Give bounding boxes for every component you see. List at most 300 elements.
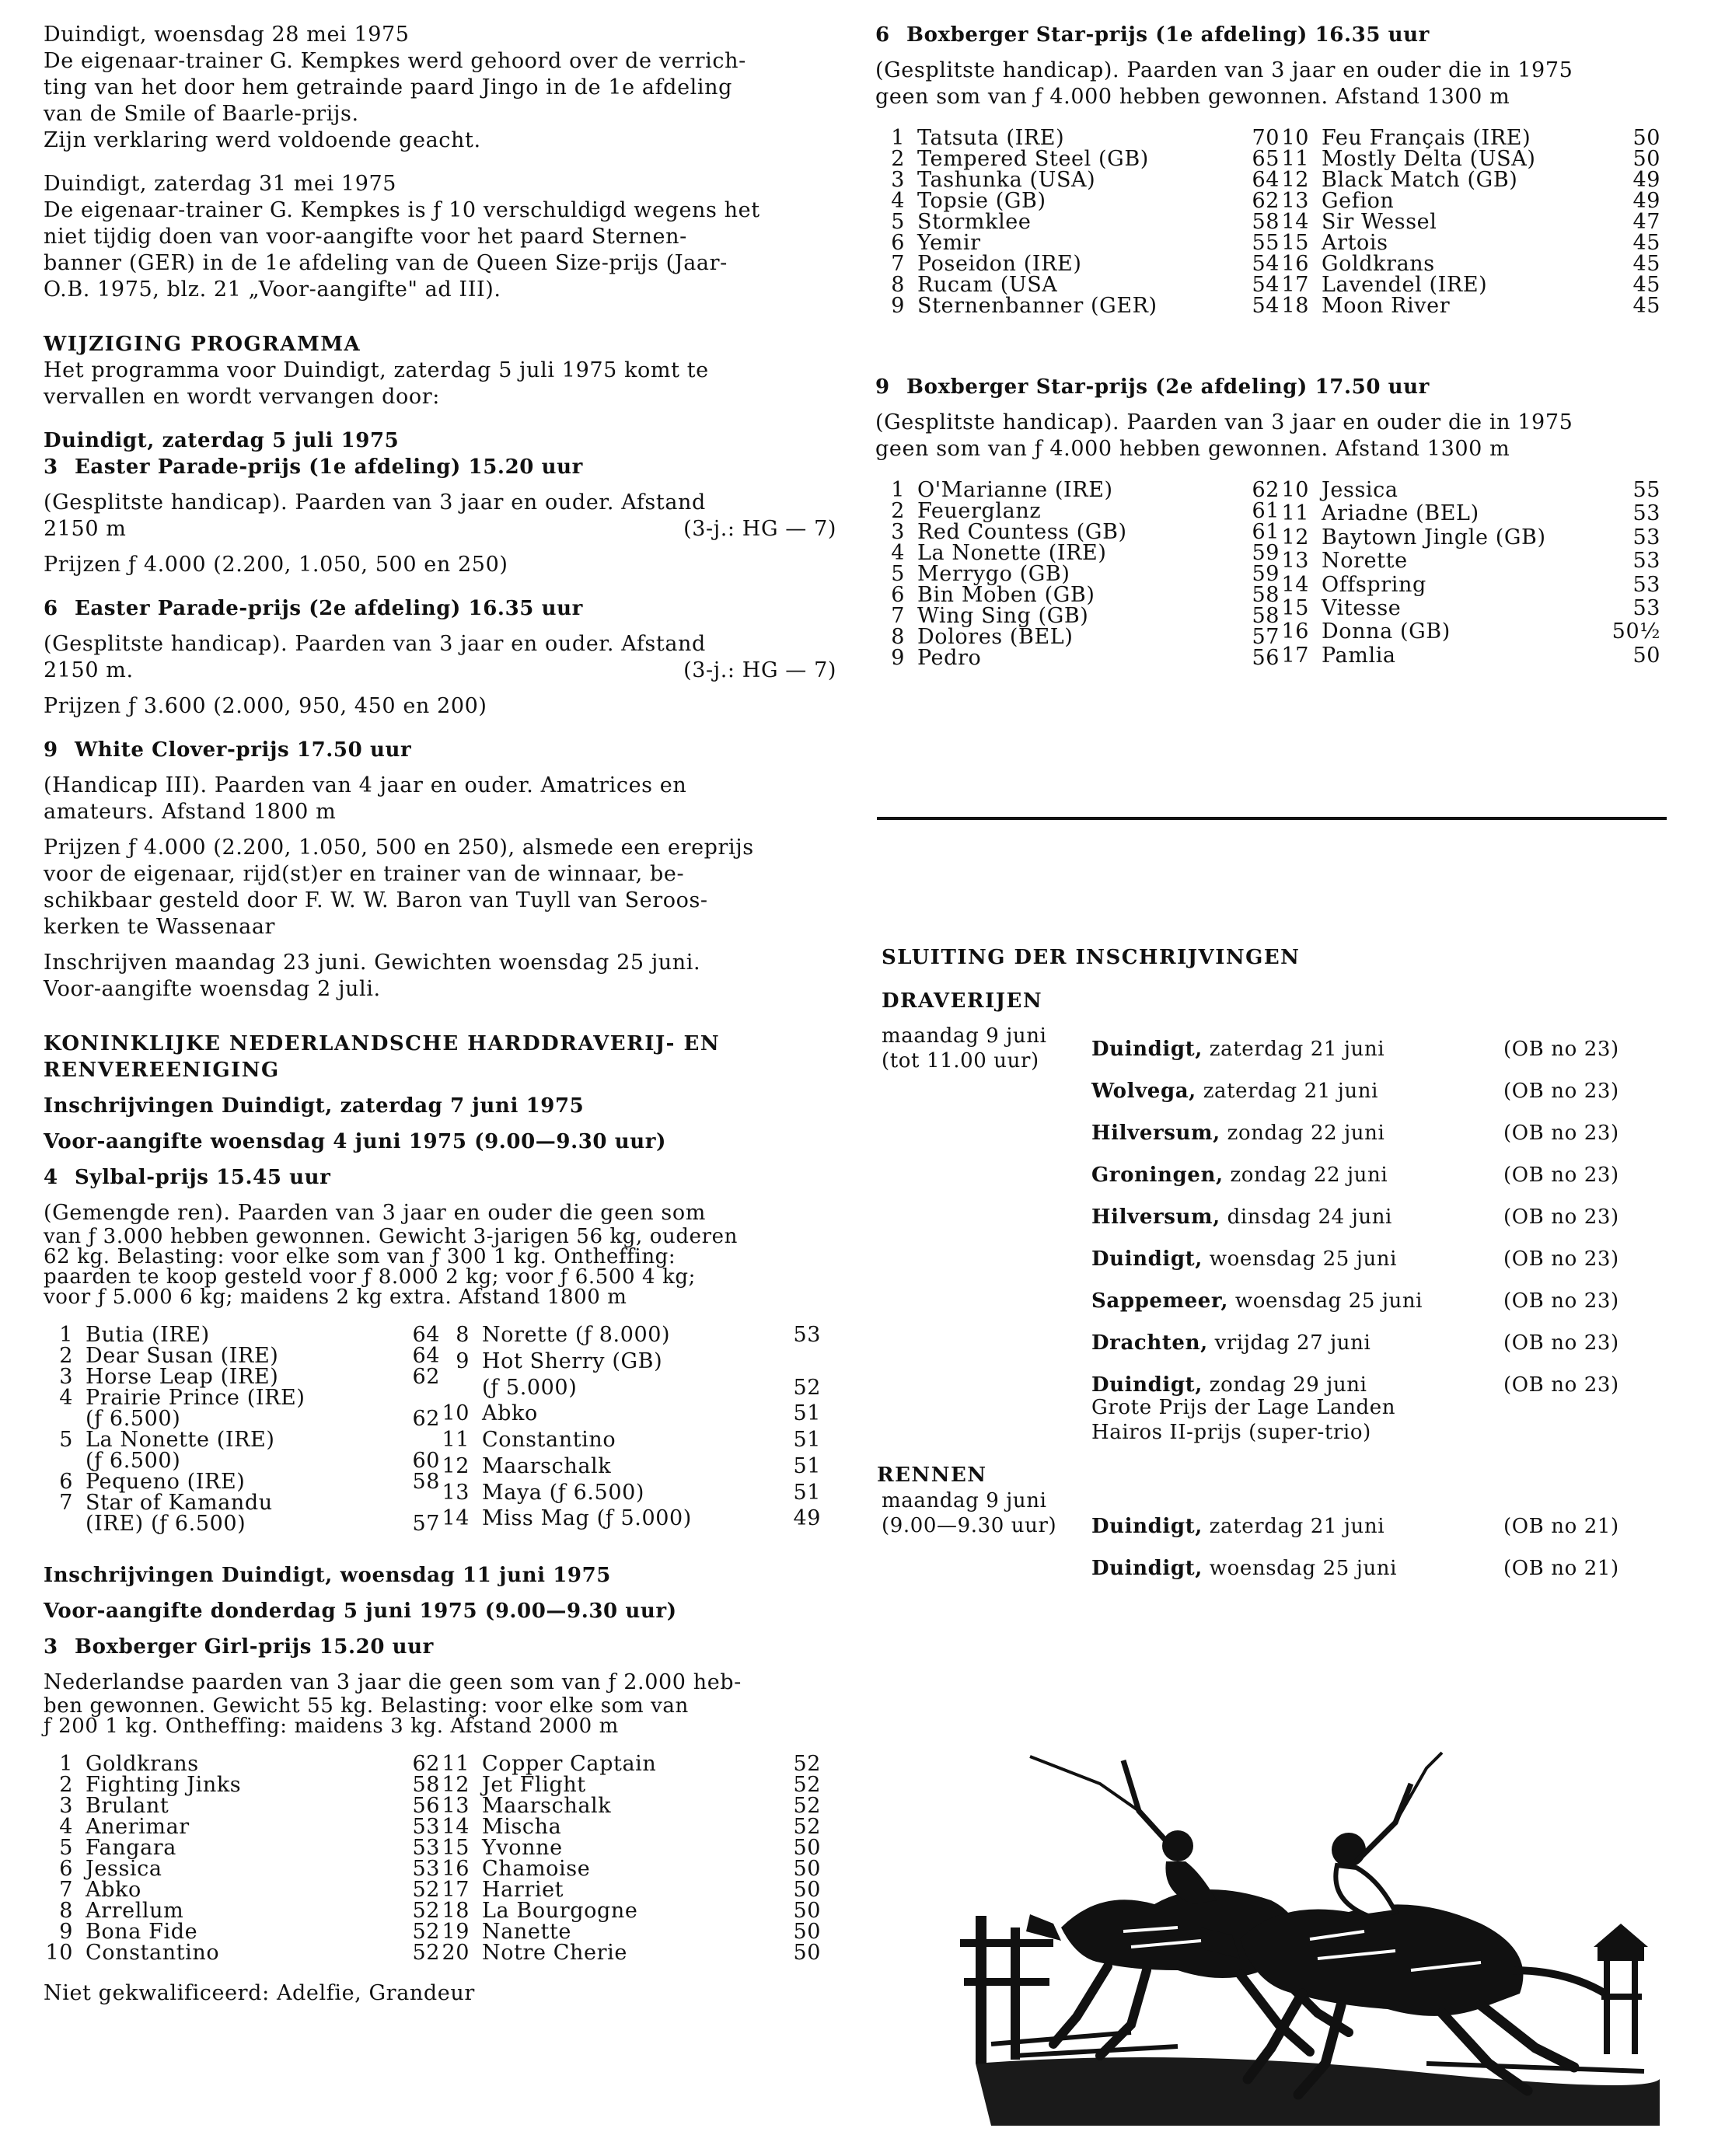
- meeting-day: zondag 22 juni: [1223, 1163, 1388, 1187]
- race-number: 3: [44, 1635, 58, 1659]
- entry-name: Black Match (GB): [1322, 168, 1518, 192]
- entry-name: Baytown Jingle (GB): [1322, 525, 1546, 549]
- spacer: [882, 1070, 1091, 1112]
- section-heading: RENVEREENIGING: [44, 1059, 280, 1082]
- entry-number: 3: [891, 520, 905, 544]
- race-title: Easter Parade-prijs (2e afdeling) 16.35 uur: [75, 597, 583, 620]
- entry-number: 10: [1281, 478, 1309, 502]
- race-distance: 2150 m.: [44, 658, 134, 682]
- entry-weight: 53: [1632, 572, 1660, 597]
- entry-number: 16: [442, 1857, 470, 1881]
- entry-number: 9: [891, 646, 905, 670]
- subheading: Duindigt, zaterdag 5 juli 1975: [44, 429, 400, 452]
- entry-number: [44, 1408, 86, 1429]
- entry-weight: 57: [1252, 625, 1280, 649]
- entry-number: 11: [442, 1428, 470, 1452]
- race-handicap: (3-j.: HG — 7): [683, 517, 836, 541]
- footnote: Niet gekwalificeerd: Adelfie, Grandeur: [44, 1981, 475, 2005]
- entry-name: Jet Flight: [482, 1773, 586, 1797]
- star1-entries-table: [875, 127, 1668, 316]
- spacer: [882, 1322, 1091, 1364]
- entry-name: Gefion: [1322, 189, 1395, 213]
- rennen-list: [882, 1488, 1667, 1589]
- entry-weight: 53: [1632, 549, 1660, 574]
- closing-row: [882, 1238, 1667, 1280]
- race-conditions: paarden te koop gesteld voor ƒ 8.000 2 kg; voor ƒ 6.500 4 kg;: [44, 1265, 696, 1289]
- meeting-day: zaterdag 21 juni: [1202, 1038, 1385, 1061]
- meeting-place: Sappemeer,: [1091, 1289, 1228, 1313]
- closing-row: [882, 1196, 1667, 1238]
- meeting-place: Duindigt,: [1091, 1247, 1203, 1271]
- entry-name: Goldkrans: [1322, 252, 1435, 276]
- entry-weight: 60: [412, 1449, 440, 1473]
- race-number: 9: [875, 375, 890, 399]
- race-white-clover: [44, 737, 836, 1003]
- ob-reference: (OB no 23): [1503, 1247, 1619, 1271]
- entry-number: 9: [456, 1348, 470, 1373]
- section-heading: WIJZIGING PROGRAMMA: [44, 333, 361, 356]
- spacer: [882, 1238, 1091, 1280]
- entry-name: Constantino: [86, 1941, 220, 1965]
- entry-name: La Nonette (IRE): [917, 541, 1107, 565]
- entry-weight: 52: [412, 1920, 440, 1944]
- entry-number: 6: [59, 1857, 73, 1881]
- entry-name: Abko: [482, 1401, 538, 1426]
- entry-number: 11: [442, 1752, 470, 1776]
- entry-name: Tashunka (USA): [917, 168, 1096, 192]
- entry-number: 12: [1281, 525, 1309, 549]
- entry-name: O'Marianne (IRE): [917, 478, 1113, 502]
- race-conditions: amateurs. Afstand 1800 m: [44, 800, 337, 824]
- deadline-date: maandag 9 juni: [882, 1024, 1047, 1048]
- entry-number: 7: [59, 1491, 73, 1515]
- entry-name: Sir Wessel: [1322, 210, 1437, 234]
- voor-aangifte-heading: Voor-aangifte woensdag 4 juni 1975 (9.00—9.30 uur): [44, 1130, 666, 1153]
- entry-weight: 52: [793, 1752, 821, 1776]
- draverijen-heading: DRAVERIJEN: [882, 989, 1043, 1013]
- race-title: Easter Parade-prijs (1e afdeling) 15.20 uur: [75, 455, 583, 479]
- race-conditions: voor ƒ 5.000 6 kg; maidens 2 kg extra. Afstand 1800 m: [44, 1286, 627, 1309]
- notice-line: De eigenaar-trainer G. Kempkes is ƒ 10 verschuldigd wegens het: [44, 198, 760, 222]
- race-number: 3: [44, 455, 58, 479]
- entry-name: Stormklee: [917, 210, 1032, 234]
- entry-name: Artois: [1322, 231, 1388, 255]
- closing-row: [882, 1547, 1667, 1589]
- race-conditions: (Gesplitste handicap). Paarden van 3 jaar en ouder die in 1975: [875, 58, 1573, 82]
- entry-weight: 58: [412, 1470, 440, 1494]
- entry-number: 15: [1281, 595, 1309, 620]
- sluiting-inschrijvingen: [877, 944, 1667, 1589]
- entry-number: 3: [59, 1365, 73, 1389]
- entry-name: Copper Captain: [482, 1752, 657, 1776]
- entry-name: Dear Susan (IRE): [86, 1344, 279, 1368]
- entry-name: Arrellum: [86, 1899, 184, 1923]
- spacer: [882, 1196, 1091, 1238]
- entry-number: 12: [1281, 168, 1309, 192]
- notice-line: O.B. 1975, blz. 21 „Voor-aangifte" ad III).: [44, 277, 501, 302]
- entry-number: 17: [1281, 273, 1309, 297]
- entry-number: 20: [442, 1941, 470, 1965]
- entry-weight: 49: [793, 1506, 821, 1531]
- entry-number: 5: [891, 562, 905, 586]
- entry-name: Anerimar: [86, 1815, 190, 1839]
- entry-number: 15: [1281, 231, 1309, 255]
- entry-name: Pedro: [917, 646, 982, 670]
- entry-name: (ƒ 5.000): [482, 1375, 578, 1400]
- meeting-place: Duindigt,: [1091, 1557, 1203, 1580]
- race-conditions: geen som van ƒ 4.000 hebben gewonnen. Afstand 1300 m: [875, 85, 1510, 109]
- entry-number: 8: [891, 625, 905, 649]
- entry-name: Topsie (GB): [917, 189, 1046, 213]
- section-heading: KONINKLIJKE NEDERLANDSCHE HARDDRAVERIJ- EN: [44, 1032, 721, 1055]
- meeting-place: Duindigt,: [1091, 1515, 1203, 1538]
- entry-name: Norette (ƒ 8.000): [482, 1323, 671, 1347]
- left-column: [44, 22, 836, 2007]
- entry-number: 6: [891, 231, 905, 255]
- entry-number: 7: [891, 252, 905, 276]
- meeting: [1091, 1028, 1503, 1070]
- girl-entries-table: [44, 1753, 836, 1963]
- entry-weight: 54: [1252, 252, 1280, 276]
- entry-name: Merrygo (GB): [917, 562, 1070, 586]
- entry-weight: 64: [412, 1344, 440, 1368]
- entry-weight: [386, 1429, 440, 1450]
- entry-weight: 62: [1252, 189, 1280, 213]
- race-star-2: [875, 374, 1668, 668]
- entry-weight: 51: [793, 1453, 821, 1478]
- spacer: [882, 1154, 1091, 1196]
- spacer: [882, 1547, 1091, 1589]
- entry-number: 7: [59, 1878, 73, 1902]
- entry-weight: 50: [793, 1878, 821, 1902]
- entry-weight: 52: [412, 1878, 440, 1902]
- entry-name: Feuerglanz: [917, 499, 1042, 523]
- entry-weight: 62: [1252, 478, 1280, 502]
- entry-name: Harriet: [482, 1878, 564, 1902]
- meeting: [1091, 1154, 1503, 1196]
- entry-weight: 58: [1252, 583, 1280, 607]
- entry-weight: 45: [1632, 231, 1660, 255]
- entry-number: 13: [442, 1794, 470, 1818]
- entry-weight: 58: [1252, 604, 1280, 628]
- entry-name: Rucam (USA: [917, 273, 1058, 297]
- notice-28-mei: [44, 22, 836, 154]
- entry-weight: 53: [412, 1857, 440, 1881]
- deadline-time: (9.00—9.30 uur): [882, 1514, 1057, 1537]
- meeting-place: Hilversum,: [1091, 1122, 1220, 1145]
- entry-name: Miss Mag (ƒ 5.000): [482, 1506, 692, 1531]
- entry-name: Butia (IRE): [86, 1323, 210, 1347]
- spacer: [882, 1280, 1091, 1322]
- notice-line: niet tijdig doen van voor-aangifte voor het paard Sternen-: [44, 225, 687, 249]
- notice-date: Duindigt, woensdag 28 mei 1975: [44, 23, 410, 47]
- star2-entries-table: [875, 480, 1668, 668]
- entry-number: 9: [59, 1920, 73, 1944]
- entry-number: 4: [59, 1386, 73, 1410]
- entry-name: Tatsuta (IRE): [917, 126, 1065, 150]
- entry-number: 8: [456, 1323, 470, 1347]
- meeting-day: zondag 29 juni: [1202, 1373, 1367, 1397]
- entry-weight: 52: [412, 1941, 440, 1965]
- entry-number: 6: [891, 583, 905, 607]
- entry-number: [44, 1513, 86, 1534]
- meeting: [1091, 1505, 1503, 1547]
- ob-reference: (OB no 23): [1503, 1122, 1619, 1145]
- entry-number: 4: [59, 1815, 73, 1839]
- meeting: [1091, 1238, 1503, 1280]
- extra-race-line: Grote Prijs der Lage Landen: [1091, 1396, 1396, 1419]
- entry-weight: 53: [412, 1815, 440, 1839]
- entry-name: Bin Moben (GB): [917, 583, 1095, 607]
- entry-name: Yemir: [917, 231, 981, 255]
- entry-name: Yvonne: [482, 1836, 563, 1860]
- entry-weight: 45: [1632, 294, 1660, 318]
- race-number: 9: [44, 738, 58, 762]
- entry-weight: 57: [412, 1512, 440, 1536]
- race-conditions: geen som van ƒ 4.000 hebben gewonnen. Afstand 1300 m: [875, 437, 1510, 461]
- entry-number: 10: [45, 1941, 73, 1965]
- entry-weight: 47: [1632, 210, 1660, 234]
- meeting-day: zondag 22 juni: [1220, 1122, 1385, 1145]
- entry-name: (ƒ 6.500): [86, 1407, 181, 1431]
- entry-name: Goldkrans: [86, 1752, 199, 1776]
- closing-row: [882, 1322, 1667, 1364]
- race-conditions: ben gewonnen. Gewicht 55 kg. Belasting: voor elke som van: [44, 1694, 689, 1718]
- paragraph-line: vervallen en wordt vervangen door:: [44, 385, 440, 409]
- knhrv-section: [44, 1031, 836, 2007]
- race-handicap: (3-j.: HG — 7): [683, 658, 836, 682]
- race-title: Boxberger Star-prijs (2e afdeling) 17.50 uur: [906, 375, 1430, 399]
- meeting: [1091, 1196, 1503, 1238]
- entry-name: La Bourgogne: [482, 1899, 638, 1923]
- notice-line: Zijn verklaring werd voldoende geacht.: [44, 128, 481, 152]
- race-number: 6: [44, 597, 58, 620]
- race-prize: Prijzen ƒ 4.000 (2.200, 1.050, 500 en 250), alsmede een ereprijs: [44, 836, 754, 860]
- race-entries: Voor-aangifte woensdag 2 juli.: [44, 977, 381, 1001]
- entry-name: (ƒ 6.500): [86, 1449, 181, 1473]
- entry-weight: 50: [793, 1857, 821, 1881]
- entry-weight: 52: [793, 1375, 821, 1400]
- meeting-day: dinsdag 24 juni: [1220, 1205, 1392, 1229]
- race-title: Boxberger Girl-prijs 15.20 uur: [75, 1635, 434, 1659]
- deadline-time: (tot 11.00 uur): [882, 1049, 1039, 1073]
- race-title: Sylbal-prijs 15.45 uur: [75, 1166, 331, 1189]
- inschrijvingen-heading: Inschrijvingen Duindigt, woensdag 11 juni 1975: [44, 1564, 611, 1587]
- race-prize: Prijzen ƒ 3.600 (2.000, 950, 450 en 200): [44, 694, 487, 718]
- entry-name: Dolores (BEL): [917, 625, 1074, 649]
- horse-racing-illustration: [945, 1737, 1675, 2126]
- right-column: [875, 22, 1668, 668]
- entry-weight: 58: [412, 1773, 440, 1797]
- entry-name: Lavendel (IRE): [1322, 273, 1488, 297]
- race-prize: kerken te Wassenaar: [44, 915, 276, 939]
- entry-name: Mostly Delta (USA): [1322, 147, 1536, 171]
- notice-line: banner (GER) in de 1e afdeling van de Queen Size-prijs (Jaar-: [44, 251, 728, 275]
- entry-weight: 59: [1252, 541, 1280, 565]
- entry-weight: 50: [793, 1920, 821, 1944]
- entry-weight: 52: [793, 1773, 821, 1797]
- closing-row: [882, 1280, 1667, 1322]
- entry-name: Chamoise: [482, 1857, 591, 1881]
- meeting-day: zaterdag 21 juni: [1196, 1080, 1379, 1103]
- entry-name: Pamlia: [1322, 643, 1396, 668]
- entry-weight: 56: [1252, 646, 1280, 670]
- entry-number: 17: [442, 1878, 470, 1902]
- race-easter-parade-1: [44, 454, 836, 578]
- entry-weight: [766, 1351, 821, 1377]
- entry-weight: 50: [1632, 126, 1660, 150]
- entry-weight: [386, 1492, 440, 1513]
- race-conditions: Nederlandse paarden van 3 jaar die geen som van ƒ 2.000 heb-: [44, 1670, 742, 1694]
- race-easter-parade-2: [44, 595, 836, 720]
- entry-name: Star of Kamandu: [86, 1491, 273, 1515]
- entry-name: Red Countess (GB): [917, 520, 1127, 544]
- meeting-day: woensdag 25 juni: [1202, 1247, 1398, 1271]
- entry-number: 8: [59, 1899, 73, 1923]
- meeting-day: vrijdag 27 juni: [1207, 1331, 1371, 1355]
- entry-weight: 55: [1632, 478, 1660, 502]
- inschrijvingen-heading: Inschrijvingen Duindigt, zaterdag 7 juni 1975: [44, 1094, 585, 1118]
- entry-number: 11: [1281, 501, 1309, 526]
- entry-weight: 58: [1252, 210, 1280, 234]
- entry-weight: 51: [793, 1428, 821, 1452]
- entry-number: 12: [442, 1453, 470, 1478]
- entry-weight: [386, 1387, 440, 1408]
- entry-weight: 65: [1252, 147, 1280, 171]
- entry-name: Constantino: [482, 1428, 616, 1452]
- entry-number: 10: [1281, 126, 1309, 150]
- voor-aangifte-heading: Voor-aangifte donderdag 5 juni 1975 (9.00—9.30 uur): [44, 1600, 677, 1623]
- entry-weight: 53: [793, 1323, 821, 1347]
- entry-weight: 64: [412, 1323, 440, 1347]
- entry-name: Norette: [1322, 549, 1408, 574]
- entry-number: 14: [1281, 210, 1309, 234]
- entry-name: Pequeno (IRE): [86, 1470, 246, 1494]
- entry-weight: 52: [412, 1899, 440, 1923]
- entry-number: 13: [1281, 189, 1309, 213]
- ob-reference: (OB no 23): [1503, 1038, 1619, 1061]
- entry-number: 8: [891, 273, 905, 297]
- meeting-day: woensdag 25 juni: [1202, 1557, 1398, 1580]
- entry-weight: 56: [412, 1794, 440, 1818]
- entry-weight: 54: [1252, 273, 1280, 297]
- entry-number: 17: [1281, 643, 1309, 668]
- entry-number: 18: [442, 1899, 470, 1923]
- entry-name: Hot Sherry (GB): [482, 1348, 663, 1373]
- entry-number: 2: [891, 147, 905, 171]
- entry-number: 2: [891, 499, 905, 523]
- entry-number: 3: [891, 168, 905, 192]
- race-conditions: (Handicap III). Paarden van 4 jaar en ouder. Amatrices en: [44, 773, 687, 797]
- entry-weight: 64: [1252, 168, 1280, 192]
- entry-number: 6: [59, 1470, 73, 1494]
- notice-date: Duindigt, zaterdag 31 mei 1975: [44, 172, 397, 196]
- race-number: 6: [875, 23, 890, 47]
- entry-number: 5: [891, 210, 905, 234]
- race-conditions: van ƒ 3.000 hebben gewonnen. Gewicht 3-jarigen 56 kg, ouderen: [44, 1225, 738, 1248]
- entry-weight: 70: [1252, 126, 1280, 150]
- notice-31-mei: [44, 171, 836, 303]
- race-conditions: (Gesplitste handicap). Paarden van 3 jaar en ouder. Afstand: [44, 632, 706, 656]
- entry-number: 18: [1281, 294, 1309, 318]
- divider-rule: [877, 817, 1667, 820]
- race-conditions: (Gemengde ren). Paarden van 3 jaar en ouder die geen som: [44, 1201, 706, 1225]
- race-prize: voor de eigenaar, rijd(st)er en trainer van de winnaar, be-: [44, 862, 685, 886]
- meeting-place: Hilversum,: [1091, 1205, 1220, 1229]
- meeting-place: Duindigt,: [1091, 1038, 1203, 1061]
- entry-name: Jessica: [1322, 478, 1398, 502]
- rennen-heading: RENNEN: [877, 1463, 987, 1487]
- entry-weight: 52: [793, 1794, 821, 1818]
- ob-reference: (OB no 23): [1503, 1080, 1619, 1103]
- entry-weight: 45: [1632, 252, 1660, 276]
- sylbal-conditions: [44, 1200, 836, 1307]
- entry-number: [44, 1450, 86, 1471]
- entry-weight: 45: [1632, 273, 1660, 297]
- entry-weight: 53: [1632, 501, 1660, 526]
- entry-weight: 49: [1632, 168, 1660, 192]
- ob-reference: (OB no 21): [1503, 1557, 1619, 1580]
- entry-number: 1: [59, 1752, 73, 1776]
- meeting: [1091, 1112, 1503, 1154]
- race-conditions: ƒ 200 1 kg. Ontheffing: maidens 3 kg. Afstand 2000 m: [44, 1715, 619, 1738]
- entry-weight: 50: [1632, 643, 1660, 668]
- ob-reference: (OB no 23): [1503, 1331, 1619, 1355]
- entry-name: Ariadne (BEL): [1322, 501, 1479, 526]
- meeting-place: Wolvega,: [1091, 1080, 1196, 1103]
- entry-weight: 62: [412, 1752, 440, 1776]
- meeting: [1091, 1280, 1503, 1322]
- meeting-place: Drachten,: [1091, 1331, 1208, 1355]
- entry-weight: 51: [793, 1480, 821, 1505]
- entry-weight: 52: [793, 1815, 821, 1839]
- entry-number: 1: [891, 478, 905, 502]
- entry-number: 5: [59, 1428, 73, 1452]
- entry-number: 3: [59, 1794, 73, 1818]
- meeting: [1091, 1322, 1503, 1364]
- meeting-place: Groningen,: [1091, 1163, 1224, 1187]
- entry-name: Tempered Steel (GB): [917, 147, 1149, 171]
- entry-weight: 55: [1252, 231, 1280, 255]
- entry-weight: 50½: [1611, 619, 1660, 644]
- entry-name: Fangara: [86, 1836, 176, 1860]
- spacer: [882, 1112, 1091, 1154]
- entry-number: 19: [442, 1920, 470, 1944]
- notice-line: van de Smile of Baarle-prijs.: [44, 102, 359, 126]
- entry-name: Maarschalk: [482, 1794, 612, 1818]
- sylbal-entries-table: [44, 1324, 836, 1534]
- entry-name: Maya (ƒ 6.500): [482, 1480, 645, 1505]
- entry-number: 13: [1281, 549, 1309, 574]
- entry-weight: 54: [1252, 294, 1280, 318]
- closing-row: [882, 1112, 1667, 1154]
- entry-number: 5: [59, 1836, 73, 1860]
- entry-name: Offspring: [1322, 572, 1426, 597]
- race-number: 4: [44, 1166, 58, 1189]
- entry-weight: 50: [793, 1941, 821, 1965]
- race-title: White Clover-prijs 17.50 uur: [75, 738, 412, 762]
- deadline-date: maandag 9 juni: [882, 1489, 1047, 1512]
- entry-name: Wing Sing (GB): [917, 604, 1089, 628]
- section-heading: SLUITING DER INSCHRIJVINGEN: [882, 946, 1301, 969]
- entry-name: Bona Fide: [86, 1920, 198, 1944]
- entry-weight: 50: [793, 1899, 821, 1923]
- entry-number: 4: [891, 541, 905, 565]
- entry-name: Brulant: [86, 1794, 169, 1818]
- entry-weight: 61: [1252, 520, 1280, 544]
- entry-weight: 62: [412, 1365, 440, 1389]
- entry-name: Abko: [86, 1878, 141, 1902]
